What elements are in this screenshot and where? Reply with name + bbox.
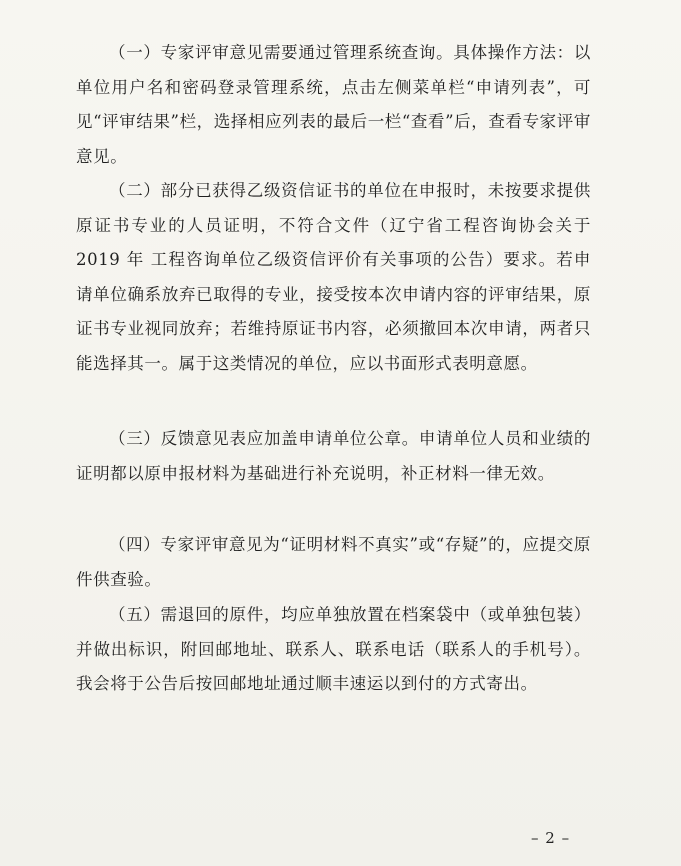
paragraph-5: （五）需退回的原件，均应单独放置在档案袋中（或单独包装）并做出标识，附回邮地址、联系人、联系电话（联系人的手机号）。我会将于公告后按回邮地址通过顺丰速运以到付的方式寄出。 bbox=[76, 605, 591, 693]
paragraph-3: （三）反馈意见表应加盖申请单位公章。申请单位人员和业绩的证明都以原申报材料为基础进行补充说明，补正材料一律无效。 bbox=[76, 429, 591, 483]
page-number: – 2 – bbox=[531, 829, 571, 847]
paragraph-1: （一）专家评审意见需要通过管理系统查询。具体操作方法：以单位用户名和密码登录管理系统，点击左侧菜单栏“申请列表”，可见“评审结果”栏，选择相应列表的最后一栏“查看”后，查看专家评审意见。 bbox=[76, 43, 591, 166]
paragraph-2: （二）部分已获得乙级资信证书的单位在申报时，未按要求提供原证书专业的人员证明，不符合文件（辽宁省工程咨询协会关于 2019 年 工程咨询单位乙级资信评价有关事项的公告）要求。若申请单位确系放弃已取得的专业，接受按本次申请内容的评审结果，原证书专业视同放弃；若维持原证书内容，必须撤回本次申请，两者只能选择其一。属于这类情况的单位，应以书面形式表明意愿。 bbox=[76, 181, 591, 373]
paragraph-4: （四）专家评审意见为“证明材料不真实”或“存疑”的，应提交原件供查验。 bbox=[76, 535, 591, 589]
